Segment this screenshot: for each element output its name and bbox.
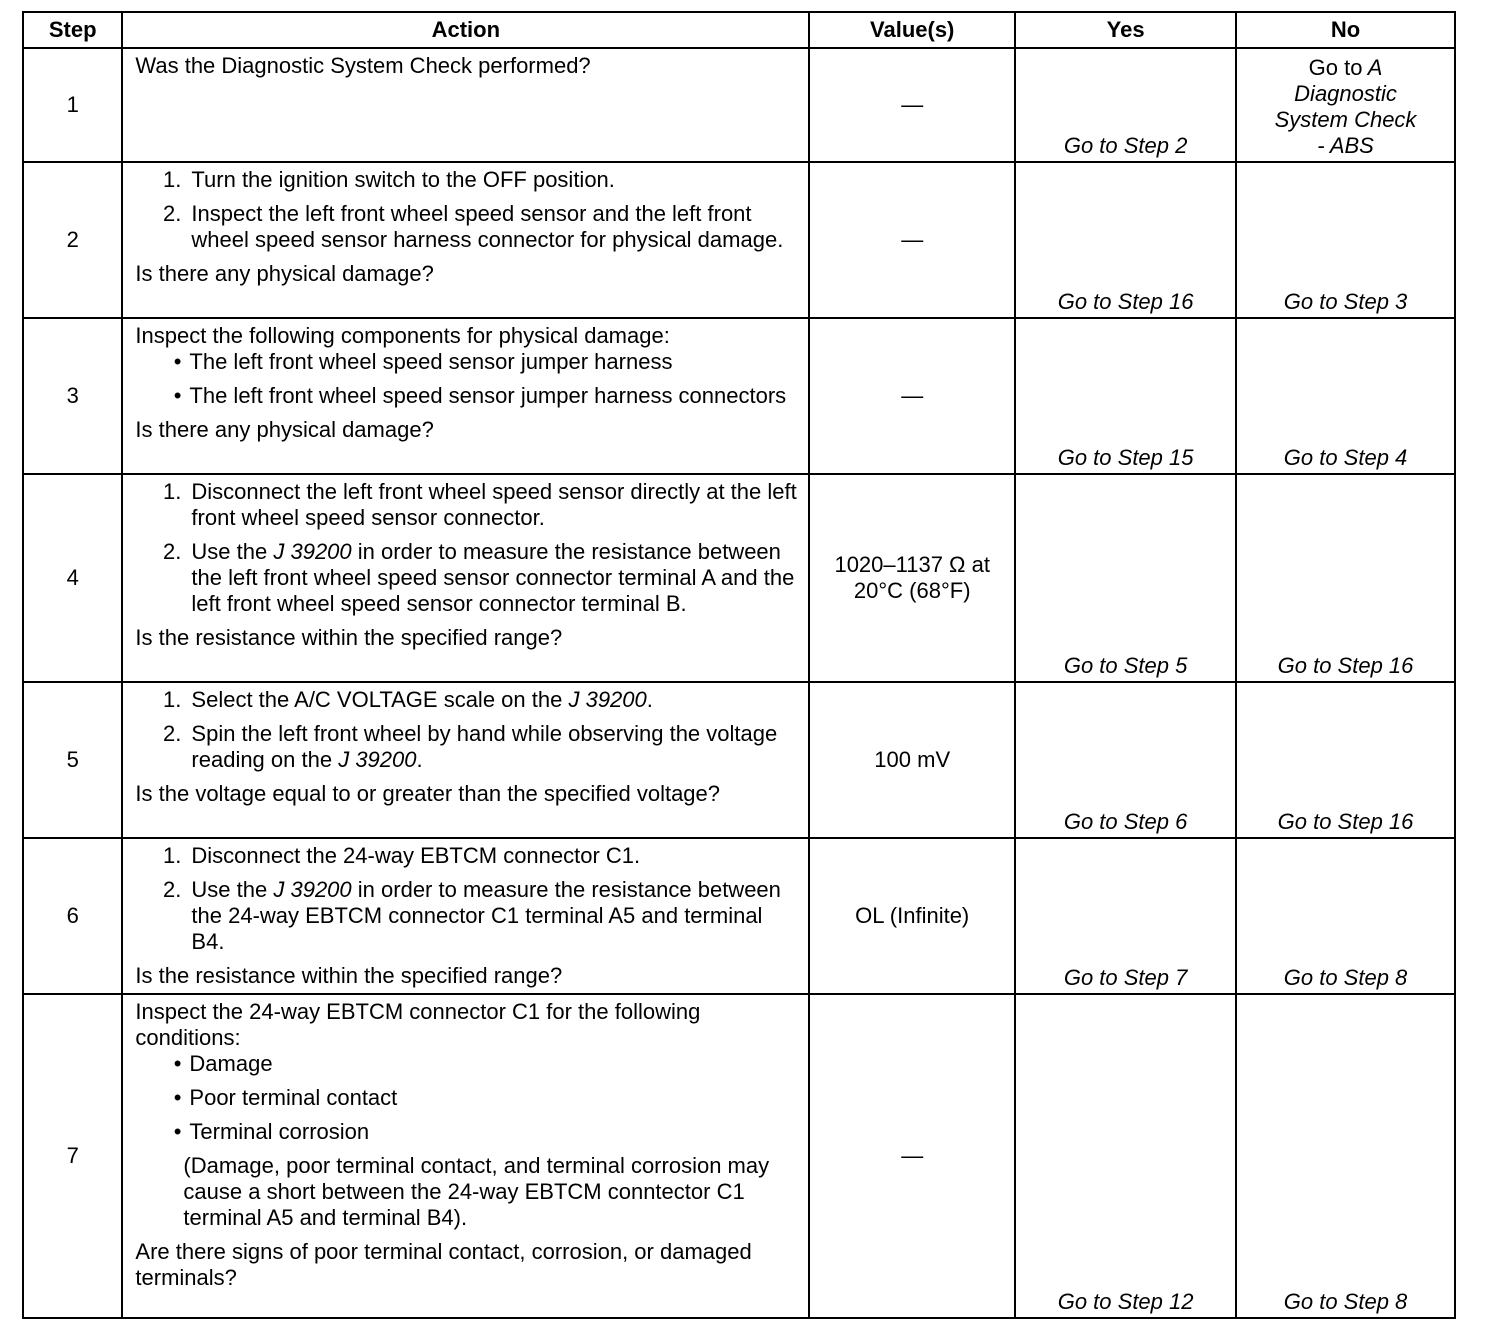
- component-list: [135, 349, 798, 409]
- no-cell: Go to Step 16: [1236, 474, 1455, 682]
- action-steps: [135, 687, 798, 781]
- yes-cell: Go to Step 5: [1015, 474, 1236, 682]
- value-cell: —: [809, 162, 1015, 318]
- header-values: Value(s): [809, 12, 1015, 48]
- header-no: No: [1236, 12, 1455, 48]
- action-question: Are there signs of poor terminal contact, corrosion, or damaged terminals?: [135, 1239, 752, 1290]
- step-number: 7: [23, 994, 122, 1318]
- tool-reference: J 39200: [338, 747, 417, 772]
- header-yes: Yes: [1015, 12, 1236, 48]
- action-question: Was the Diagnostic System Check performed?: [135, 53, 591, 78]
- table-row-step-3: [23, 318, 1455, 474]
- step-number: 1: [23, 48, 122, 162]
- value-cell: —: [809, 48, 1015, 162]
- action-step-item: 2. Use the J 39200 in order to measure the resistance between the 24-way EBTCM connector C1 terminal A5 and terminal B4.: [163, 877, 781, 954]
- action-step-item: 2. Inspect the left front wheel speed sensor and the left front wheel speed sensor harness connector for physical damage.: [163, 201, 784, 252]
- action-cell: [122, 682, 809, 838]
- no-cell: Go to Step 8: [1236, 994, 1455, 1318]
- diagnostic-table: [22, 11, 1456, 1319]
- no-cell: Go to Step 8: [1236, 838, 1455, 994]
- action-question: Is the voltage equal to or greater than the specified voltage?: [135, 781, 721, 806]
- yes-cell: Go to Step 7: [1015, 838, 1236, 994]
- step-number: 5: [23, 682, 122, 838]
- action-step-item: 2. Spin the left front wheel by hand while observing the voltage reading on the J 39200.: [163, 721, 778, 772]
- yes-cell: Go to Step 2: [1015, 48, 1236, 162]
- tool-reference: J 39200: [273, 877, 352, 902]
- tool-reference: J 39200: [568, 687, 647, 712]
- condition-item: • Poor terminal contact: [173, 1085, 398, 1110]
- action-note: (Damage, poor terminal contact, and terminal corrosion may cause a short between the 24-way EBTCM conntector C1 terminal A5 and terminal B4).: [183, 1153, 770, 1230]
- action-cell: [122, 838, 809, 994]
- no-link[interactable]: A Diagnostic System Check - ABS: [1274, 55, 1417, 158]
- no-cell: Go to Step 16: [1236, 682, 1455, 838]
- step-number: 6: [23, 838, 122, 994]
- yes-cell: Go to Step 15: [1015, 318, 1236, 474]
- action-question: Is there any physical damage?: [135, 417, 434, 442]
- table-row-step-4: [23, 474, 1455, 682]
- table-row-step-2: [23, 162, 1455, 318]
- action-steps: [135, 843, 798, 963]
- no-cell: [1236, 48, 1455, 162]
- tool-reference: J 39200: [273, 539, 352, 564]
- table-row-step-7: [23, 994, 1455, 1318]
- action-question: Is there any physical damage?: [135, 261, 434, 286]
- table-row-step-5: [23, 682, 1455, 838]
- action-cell: [122, 48, 809, 162]
- action-step-item: 1. Disconnect the left front wheel speed sensor directly at the left front wheel speed sensor connector.: [163, 479, 797, 530]
- yes-cell: Go to Step 12: [1015, 994, 1236, 1318]
- value-cell: OL (Infinite): [809, 838, 1015, 994]
- action-step-item: 1. Disconnect the 24-way EBTCM connector C1.: [163, 843, 641, 868]
- component-item: • The left front wheel speed sensor jumper harness connectors: [173, 383, 787, 408]
- value-cell: —: [809, 994, 1015, 1318]
- condition-list: [135, 1051, 798, 1145]
- header-step: Step: [23, 12, 122, 48]
- action-cell: [122, 994, 809, 1318]
- component-item: • The left front wheel speed sensor jumper harness: [173, 349, 673, 374]
- value-cell: —: [809, 318, 1015, 474]
- step-number: 4: [23, 474, 122, 682]
- condition-item: • Damage: [173, 1051, 273, 1076]
- action-step-item: 1. Turn the ignition switch to the OFF position.: [163, 167, 615, 192]
- no-cell: Go to Step 3: [1236, 162, 1455, 318]
- step-number: 3: [23, 318, 122, 474]
- table-row-step-1: [23, 48, 1455, 162]
- action-cell: [122, 162, 809, 318]
- value-cell: 100 mV: [809, 682, 1015, 838]
- action-question: Is the resistance within the specified range?: [135, 625, 563, 650]
- action-intro: Inspect the following components for physical damage:: [135, 323, 670, 348]
- action-step-item: 1. Select the A/C VOLTAGE scale on the J 39200.: [163, 687, 653, 712]
- header-action: Action: [122, 12, 809, 48]
- condition-item: • Terminal corrosion: [173, 1119, 370, 1144]
- action-cell: [122, 474, 809, 682]
- step-number: 2: [23, 162, 122, 318]
- no-prefix: Go to: [1308, 55, 1363, 80]
- action-cell: [122, 318, 809, 474]
- action-steps: [135, 167, 798, 261]
- yes-cell: Go to Step 6: [1015, 682, 1236, 838]
- header-row: [23, 12, 1455, 48]
- action-intro: Inspect the 24-way EBTCM connector C1 for the following conditions:: [135, 999, 701, 1050]
- value-cell: 1020–1137 Ω at 20°C (68°F): [809, 474, 1015, 682]
- table-row-step-6: [23, 838, 1455, 994]
- action-steps: [135, 479, 798, 625]
- action-step-item: 2. Use the J 39200 in order to measure the resistance between the left front wheel speed sensor connector terminal A and the left front wheel speed sensor connector terminal B.: [163, 539, 795, 616]
- no-cell: Go to Step 4: [1236, 318, 1455, 474]
- action-question: Is the resistance within the specified range?: [135, 963, 563, 988]
- yes-cell: Go to Step 16: [1015, 162, 1236, 318]
